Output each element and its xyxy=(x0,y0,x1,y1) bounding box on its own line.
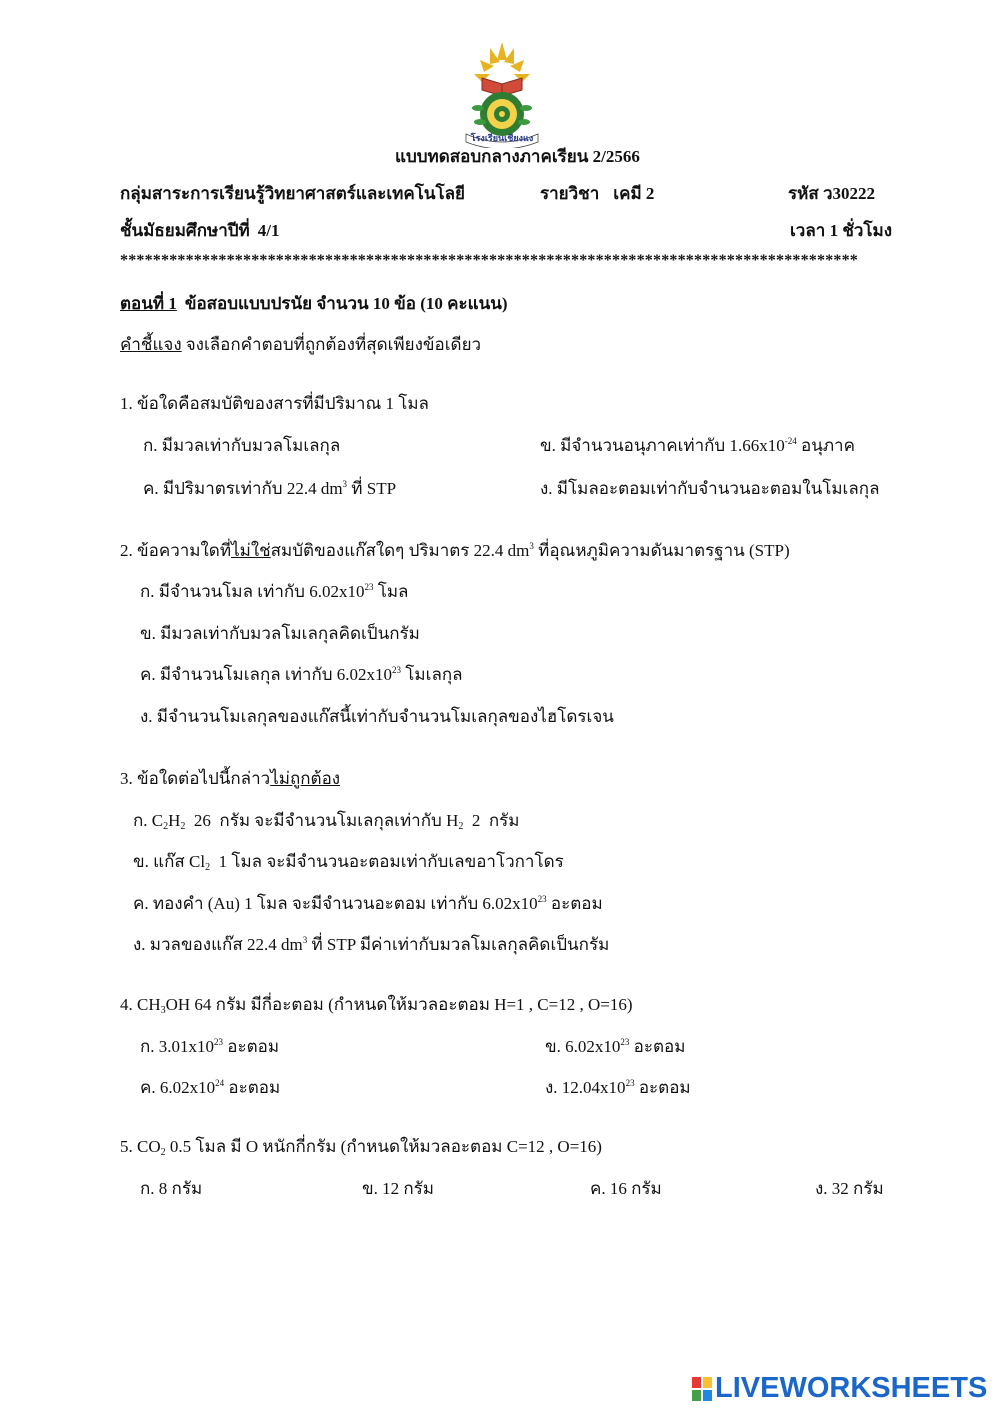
q3-c-exp: 23 xyxy=(537,894,547,904)
q4-stem-end: OH 64 กรัม มีกี่อะตอม (กำหนดให้มวลอะตอม H=1 , C=12 , O=16) xyxy=(165,995,633,1014)
instr-text: จงเลือกคำตอบที่ถูกต้องที่สุดเพียงข้อเดียว xyxy=(185,335,482,354)
q3-choice-d[interactable] xyxy=(133,931,609,958)
q4-a-exp: 23 xyxy=(214,1037,224,1047)
q4-d-unit: อะตอม xyxy=(634,1078,691,1097)
course xyxy=(540,180,654,207)
q2-c-exp: 23 xyxy=(392,665,402,675)
q2-stem-start: 2. ข้อความใดที่ xyxy=(120,541,232,560)
grade-label: ชั้นมัธยมศึกษาปีที่ xyxy=(120,221,250,240)
q2-a-text: ก. มีจำนวนโมล เท่ากับ 6.02x10 xyxy=(140,582,365,601)
exam-time: เวลา 1 ชั่วโมง xyxy=(790,221,893,240)
divider-stars: ****************************************************************************************** xyxy=(120,252,858,269)
q3-choice-a[interactable] xyxy=(133,807,519,834)
q3-stem-start: 3. ข้อใดต่อไปนี้กล่าว xyxy=(120,769,271,788)
school-logo xyxy=(460,38,545,148)
q1-choice-a[interactable]: ก. มีมวลเท่ากับมวลโมเลกุล xyxy=(143,436,341,455)
grade-value: 4/1 xyxy=(257,221,280,240)
q2-stem-end: ที่อุณหภูมิความดันมาตรฐาน (STP) xyxy=(533,541,790,560)
course-label: รายวิชา xyxy=(540,184,600,203)
q3-a-part3: 26 กรัม จะมีจำนวนโมเลกุลเท่ากับ H xyxy=(185,811,459,830)
q4-b-exp: 23 xyxy=(620,1037,630,1047)
q4-c-exp: 24 xyxy=(215,1078,225,1088)
q3-a-part1: ก. C xyxy=(133,811,164,830)
q1-b-exp: -24 xyxy=(784,436,797,446)
q5-stem-start: 5. CO xyxy=(120,1137,161,1156)
instr-label: คำชี้แจง xyxy=(120,335,182,354)
part-desc: ข้อสอบแบบปรนัย จำนวน 10 ข้อ (10 คะแนน) xyxy=(184,294,508,313)
q4-a-unit: อะตอม xyxy=(223,1037,280,1056)
q4-c-text: ค. 6.02x10 xyxy=(140,1078,216,1097)
q4-stem-sub: 3 xyxy=(160,1005,166,1016)
q2-c-text: ค. มีจำนวนโมเลกุล เท่ากับ 6.02x10 xyxy=(140,665,393,684)
q1-b-unit: อนุภาค xyxy=(796,436,855,455)
q2-a-unit: โมล xyxy=(373,582,409,601)
part-label: ตอนที่ 1 xyxy=(120,294,177,313)
q3-a-part2: H xyxy=(168,811,181,830)
q4-d-text: ง. 12.04x10 xyxy=(545,1078,626,1097)
q4-choice-a[interactable] xyxy=(140,1033,279,1060)
liveworksheets-logo-icon xyxy=(692,1377,712,1401)
instructions xyxy=(120,331,481,358)
liveworksheets-watermark[interactable] xyxy=(692,1372,987,1405)
q1-choice-d[interactable]: ง. มีโมลอะตอมเท่ากับจำนวนอะตอมในโมเลกุล xyxy=(540,479,880,498)
q3-b-sub1: 2 xyxy=(205,862,211,873)
q3-d-end: ที่ STP มีค่าเท่ากับมวลโมเลกุลคิดเป็นกรัม xyxy=(307,935,610,954)
q2-stem-exp: 3 xyxy=(529,541,534,551)
q3-a-sub2: 2 xyxy=(180,821,186,832)
q3-stem xyxy=(120,765,340,792)
q1-b-text: ข. มีจำนวนอนุภาคเท่ากับ 1.66x10 xyxy=(540,436,785,455)
q4-choice-b[interactable] xyxy=(545,1033,685,1060)
liveworksheets-text: LIVEWORKSHEETS xyxy=(715,1372,988,1404)
q4-b-unit: อะตอม xyxy=(629,1037,686,1056)
q1-stem: 1. ข้อใดคือสมบัติของสารที่มีปริมาณ 1 โมล xyxy=(120,394,429,413)
q4-stem xyxy=(120,991,633,1018)
q3-a-sub3: 2 xyxy=(458,821,464,832)
q3-a-sub1: 2 xyxy=(163,821,169,832)
course-name: เคมี 2 xyxy=(613,184,655,203)
q4-c-unit: อะตอม xyxy=(224,1078,281,1097)
course-code: รหัส ว30222 xyxy=(788,184,876,203)
q2-stem-emphasis: ไม่ใช่ xyxy=(231,541,271,560)
q2-stem-mid: สมบัติของแก๊สใดๆ ปริมาตร 22.4 dm xyxy=(270,541,530,560)
grade xyxy=(120,217,279,244)
q5-stem-end: 0.5 โมล มี O หนักกี่กรัม (กำหนดให้มวลอะตอม C=12 , O=16) xyxy=(165,1137,602,1156)
q1-choice-c[interactable] xyxy=(143,475,396,502)
q1-c-text: ค. มีปริมาตรเท่ากับ 22.4 dm xyxy=(143,479,343,498)
q2-c-unit: โมเลกุล xyxy=(401,665,463,684)
q5-choice-c[interactable]: ค. 16 กรัม xyxy=(590,1179,662,1198)
q2-choice-b[interactable]: ข. มีมวลเท่ากับมวลโมเลกุลคิดเป็นกรัม xyxy=(140,624,420,643)
q4-choice-c[interactable] xyxy=(140,1074,280,1101)
q4-d-exp: 23 xyxy=(625,1078,635,1088)
q3-b-part2: 1 โมล จะมีจำนวนอะตอมเท่ากับเลขอาโวกาโดร xyxy=(210,852,564,871)
q5-choice-b[interactable]: ข. 12 กรัม xyxy=(362,1179,435,1198)
q3-c-unit: อะตอม xyxy=(546,894,603,913)
q1-c-unit: ที่ STP xyxy=(347,479,397,498)
q2-stem xyxy=(120,537,790,564)
q4-choice-d[interactable] xyxy=(545,1074,691,1101)
q4-a-text: ก. 3.01x10 xyxy=(140,1037,215,1056)
q2-choice-d[interactable]: ง. มีจำนวนโมเลกุลของแก๊สนี้เท่ากับจำนวนโมเลกุลของไฮโดรเจน xyxy=(140,707,614,726)
logo-caption: โรงเรียนเชียงแง xyxy=(470,133,534,143)
q1-c-exp: 3 xyxy=(342,479,348,489)
exam-title: แบบทดสอบกลางภาคเรียน 2/2566 xyxy=(395,147,640,166)
q3-c-text: ค. ทองคำ (Au) 1 โมล จะมีจำนวนอะตอม เท่ากับ 6.02x10 xyxy=(133,894,538,913)
q3-stem-emphasis: ไม่ถูกต้อง xyxy=(270,769,341,788)
q3-choice-b[interactable] xyxy=(133,848,564,875)
q1-choice-b[interactable] xyxy=(540,432,855,459)
q3-d-text: ง. มวลของแก๊ส 22.4 dm xyxy=(133,935,303,954)
q2-a-exp: 23 xyxy=(364,582,374,592)
q2-choice-a[interactable] xyxy=(140,578,408,605)
q4-b-text: ข. 6.02x10 xyxy=(545,1037,621,1056)
q2-choice-c[interactable] xyxy=(140,661,463,688)
subject-group: กลุ่มสาระการเรียนรู้วิทยาศาสตร์และเทคโนโลยี xyxy=(120,184,466,203)
q5-choice-a[interactable]: ก. 8 กรัม xyxy=(140,1179,203,1198)
q3-a-part4: 2 กรัม xyxy=(463,811,520,830)
q5-choice-d[interactable]: ง. 32 กรัม xyxy=(815,1179,884,1198)
q5-stem-sub: 2 xyxy=(160,1147,166,1158)
q5-stem xyxy=(120,1133,602,1160)
q3-d-exp: 3 xyxy=(302,935,308,945)
q3-choice-c[interactable] xyxy=(133,890,603,917)
q3-b-part1: ข. แก๊ส Cl xyxy=(133,852,206,871)
part-heading xyxy=(120,290,507,317)
q4-stem-start: 4. CH xyxy=(120,995,161,1014)
